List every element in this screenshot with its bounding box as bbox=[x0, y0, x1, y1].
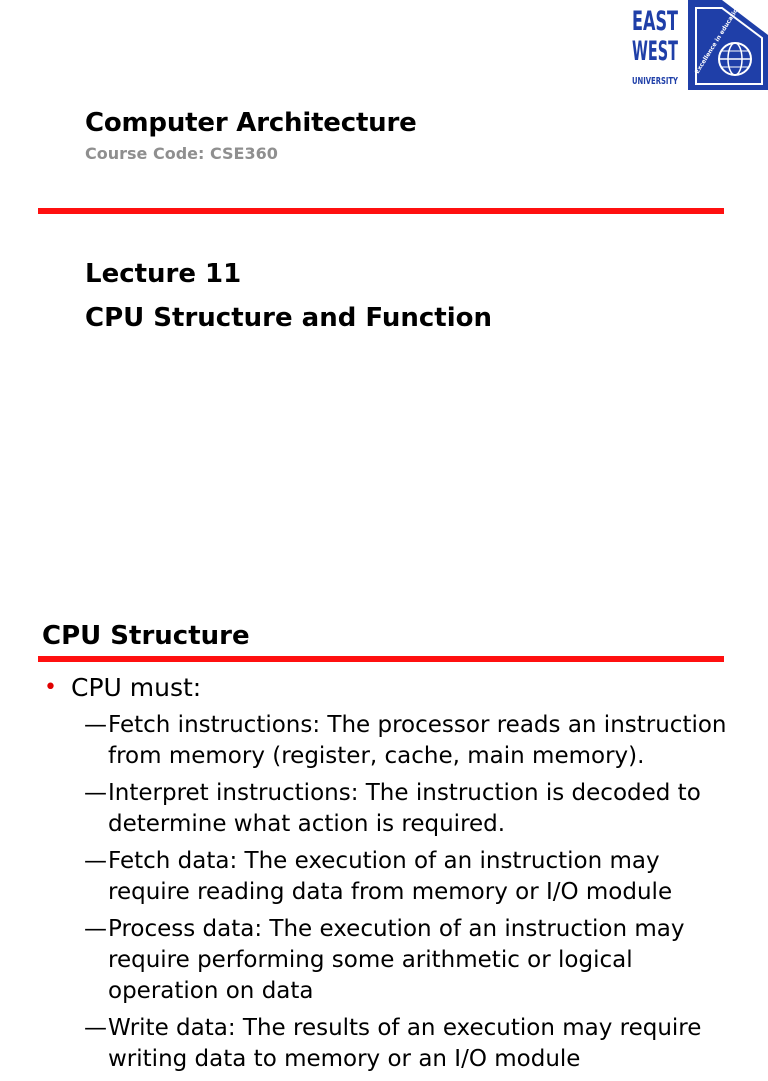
dash-marker: — bbox=[84, 1015, 107, 1041]
sub-bullet-text: Process data: The execution of an instruction may require performing some arithmetic or logical operation on data bbox=[108, 916, 685, 1004]
dash-marker: — bbox=[84, 712, 107, 738]
logo-text-west: WEST bbox=[632, 36, 679, 67]
logo-text-east: EAST bbox=[632, 6, 679, 37]
logo-text-university: UNIVERSITY bbox=[632, 76, 679, 87]
slide-cpu-structure bbox=[0, 600, 768, 1072]
sub-bullet-text: Interpret instructions: The instruction is decoded to determine what action is required. bbox=[108, 780, 701, 837]
dash-marker: — bbox=[84, 780, 107, 806]
divider-rule bbox=[38, 656, 724, 662]
sub-bullet-item bbox=[84, 1013, 734, 1075]
east-west-university-logo bbox=[632, 0, 768, 90]
sub-bullet-item bbox=[84, 846, 734, 908]
bullet-item bbox=[44, 673, 201, 702]
dash-marker: — bbox=[84, 848, 107, 874]
sub-bullet-text: Fetch instructions: The processor reads an instruction from memory (register, cache, main memory). bbox=[108, 712, 727, 769]
sub-bullet-item bbox=[84, 710, 734, 772]
sub-bullet-item bbox=[84, 778, 734, 840]
dash-marker: — bbox=[84, 916, 107, 942]
course-title: Computer Architecture bbox=[85, 108, 417, 138]
bullet-text: CPU must: bbox=[70, 673, 202, 702]
lecture-number: Lecture 11 bbox=[85, 259, 242, 289]
bullet-icon: • bbox=[44, 675, 57, 700]
sub-bullet-item bbox=[84, 914, 734, 1007]
sub-bullet-text: Write data: The results of an execution may require writing data to memory or an I/O module bbox=[108, 1015, 702, 1072]
course-code: Course Code: CSE360 bbox=[85, 144, 278, 163]
slide-title: CPU Structure bbox=[42, 621, 250, 651]
lecture-topic: CPU Structure and Function bbox=[85, 303, 492, 333]
divider-rule bbox=[38, 208, 724, 214]
sub-bullet-list bbox=[84, 710, 734, 1081]
sub-bullet-text: Fetch data: The execution of an instruction may require reading data from memory or I/O module bbox=[108, 848, 673, 905]
